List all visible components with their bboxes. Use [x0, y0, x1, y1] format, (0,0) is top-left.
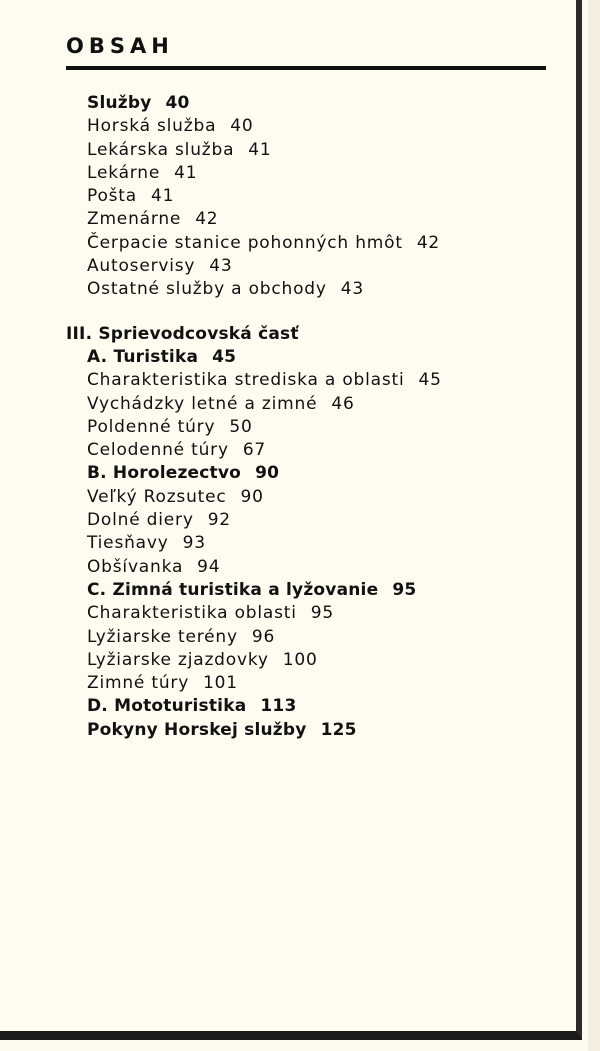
toc-entry: [0, 556, 560, 579]
toc-entry-title: Autoservisy: [87, 256, 196, 277]
toc-entry-page: 95: [310, 603, 334, 624]
toc-entry-title: Charakteristika oblasti: [87, 603, 297, 624]
toc-entry-page: 46: [331, 393, 355, 414]
toc-entry-title: Lekárne: [87, 162, 161, 183]
toc-entry-title: Obšívanka: [87, 556, 184, 577]
toc-entry-page: 90: [240, 486, 264, 507]
toc-entry: [0, 509, 560, 532]
toc-entry-page: 95: [392, 579, 417, 600]
toc-entry: [0, 92, 560, 115]
toc-entry-title: Zmenárne: [87, 209, 182, 230]
toc-entry: [0, 369, 560, 392]
title-underline: [66, 66, 546, 70]
toc-entry: [0, 719, 560, 742]
section-guide-part: [0, 323, 560, 742]
toc-entry-page: 43: [209, 256, 233, 277]
toc-entry: [0, 672, 560, 695]
toc-entry-title: Čerpacie stanice pohonných hmôt: [87, 232, 403, 253]
toc-entry-page: 92: [207, 510, 231, 531]
toc-entry: [0, 439, 560, 462]
toc-entry-title: Pošta: [87, 186, 137, 207]
toc-entry-page: 41: [151, 186, 175, 207]
toc-entry-title: Veľký Rozsutec: [87, 486, 227, 507]
toc-entry: [0, 416, 560, 439]
toc-entry-page: 41: [174, 162, 198, 183]
toc-entry-page: 40: [165, 93, 190, 113]
toc-entry-title: Vychádzky letné a zimné: [87, 393, 318, 414]
toc-entry-page: 41: [248, 139, 272, 160]
toc-entry: [0, 486, 560, 509]
toc-entry-title: Ostatné služby a obchody: [87, 279, 327, 300]
toc-entry-title: Lekárska služba: [87, 139, 235, 160]
toc-entry: [0, 579, 560, 602]
toc-entry-page: 42: [416, 232, 441, 253]
toc-entry-page: 67: [242, 440, 267, 461]
toc-entry-title: Celodenné túry: [87, 440, 229, 461]
toc-entry: [0, 278, 560, 301]
toc-entry: [0, 462, 560, 485]
toc-entry: [0, 532, 560, 555]
toc-entry-title: D. Mototuristika: [87, 696, 247, 717]
toc-entry: [0, 695, 560, 718]
toc-entry-title: Lyžiarske terény: [87, 626, 238, 647]
part-title: III. Sprievodcovská časť: [66, 323, 299, 344]
toc-entry-title: Poldenné túry: [87, 416, 216, 437]
toc-entry: [0, 139, 560, 162]
toc-entry: [0, 346, 560, 369]
toc-entry-title: Pokyny Horskej služby: [87, 719, 307, 740]
toc-entry-page: 43: [340, 279, 364, 300]
toc-entry: [0, 626, 560, 649]
toc-entry-title: Dolné diery: [87, 510, 194, 531]
toc-entry: [0, 393, 560, 416]
toc-entry: [0, 208, 560, 231]
toc-entry-title: B. Horolezectvo: [87, 463, 242, 484]
toc-entry: [0, 232, 560, 255]
toc-entry-title: Horská služba: [87, 116, 217, 137]
toc-entry-title: Tiesňavy: [87, 533, 169, 554]
toc-entry: [0, 162, 560, 185]
toc-entry-page: 101: [203, 673, 238, 694]
toc-entry-title: Charakteristika strediska a oblasti: [87, 370, 405, 391]
toc-entry-title: A. Turistika: [87, 346, 199, 367]
page-edge: [588, 0, 600, 1051]
section-services: [0, 92, 560, 302]
toc-entry: [0, 255, 560, 278]
toc-entry-title: Služby: [87, 93, 152, 113]
section-spacer: [0, 302, 560, 323]
toc-entry-title: Zimné túry: [87, 673, 190, 694]
toc-entry-page: 94: [197, 556, 221, 577]
toc-entry-page: 90: [255, 463, 280, 484]
toc-entry-page: 93: [182, 533, 206, 554]
toc-entry-title: Lyžiarske zjazdovky: [87, 649, 269, 670]
toc-entry-page: 96: [251, 626, 276, 647]
page-title: OBSAH: [66, 34, 174, 58]
toc-entry: [0, 602, 560, 625]
toc-entry-page: 100: [282, 649, 318, 670]
toc-entry-page: 45: [418, 370, 442, 391]
toc-entry-page: 42: [195, 209, 219, 230]
toc-entry: [0, 649, 560, 672]
toc-entry-page: 125: [320, 719, 357, 740]
toc-entry-page: 113: [260, 696, 297, 717]
toc-entry-page: 45: [212, 346, 237, 367]
toc-entry-title: C. Zimná turistika a lyžovanie: [87, 579, 379, 600]
toc-entry-page: 40: [230, 116, 254, 137]
toc-entry-page: 50: [229, 416, 253, 437]
toc-entry: [0, 115, 560, 138]
table-of-contents: [0, 92, 560, 742]
toc-entry: [0, 185, 560, 208]
